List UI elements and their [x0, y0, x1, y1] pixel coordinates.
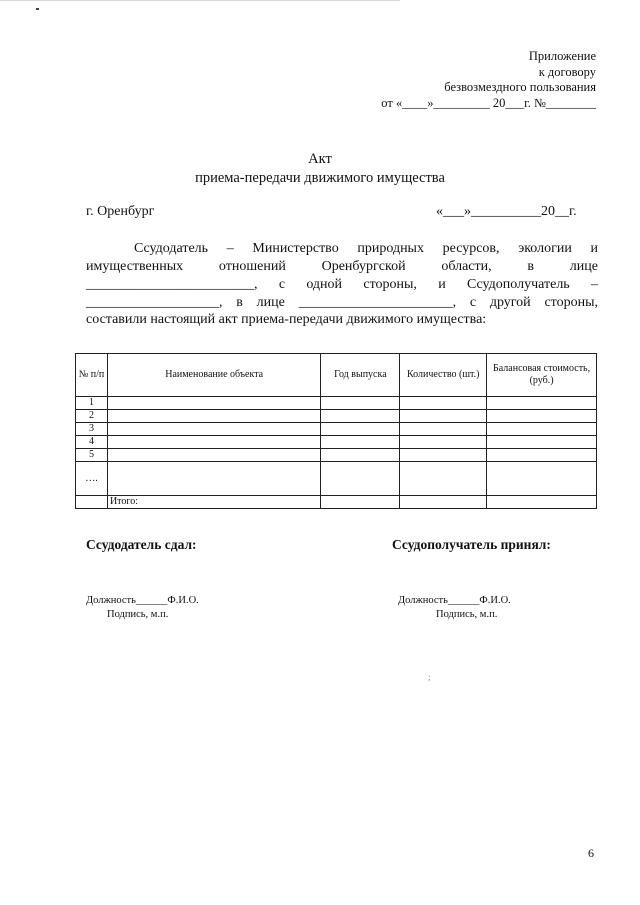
table-row [76, 436, 597, 449]
col-header-quantity: Количество (шт.) [400, 354, 487, 397]
act-date-field: «___»__________20__г. [436, 204, 577, 219]
table-row [76, 410, 597, 423]
body-line: имущественных отношений Оренбургской области, в лице [86, 259, 598, 274]
borrower-signature-line: Подпись, м.п. [436, 609, 498, 620]
scan-mark [36, 8, 39, 10]
row-number: 5 [76, 449, 108, 462]
document-title: Акт [308, 151, 332, 167]
appendix-line: безвозмездного пользования [444, 80, 596, 94]
document-subtitle: приема-передачи движимого имущества [195, 170, 445, 186]
appendix-line: Приложение [528, 49, 596, 63]
appendix-block [381, 49, 596, 111]
col-header-name: Наименование объекта [107, 354, 320, 397]
lender-signature-line: Подпись, м.п. [107, 609, 169, 620]
col-header-year: Год выпуска [321, 354, 400, 397]
row-number: 1 [76, 397, 108, 410]
row-number: 4 [76, 436, 108, 449]
lender-position-line: Должность______Ф.И.О. [86, 595, 199, 606]
stray-mark: ; [428, 672, 431, 682]
table-total-row [76, 496, 597, 509]
borrower-heading: Ссудополучатель принял: [392, 537, 551, 552]
body-line: составили настоящий акт приема-передачи движимого имущества: [86, 312, 487, 327]
table-row [76, 423, 597, 436]
col-header-number: № п/п [76, 354, 108, 397]
table-row [76, 462, 597, 496]
lender-heading: Ссудодатель сдал: [86, 537, 197, 552]
body-line: ___________________, в лице ______________________, с другой стороны, [86, 295, 598, 310]
appendix-line: к договору [538, 64, 596, 79]
table-row [76, 397, 597, 410]
property-table [75, 353, 597, 509]
table-row [76, 449, 597, 462]
body-line: Ссудодатель – Министерство природных ресурсов, экологии и [134, 241, 598, 256]
borrower-position-line: Должность______Ф.И.О. [398, 595, 511, 606]
appendix-contract-ref: от «____»_________ 20___г. №________ [381, 95, 596, 110]
place-of-signing: г. Оренбург [86, 204, 155, 219]
row-number: 2 [76, 410, 108, 423]
page-number: 6 [588, 846, 594, 860]
total-label: Итого: [107, 496, 320, 509]
col-header-value: Балансовая стоимость, (руб.) [487, 354, 597, 397]
row-number: …. [76, 462, 108, 496]
table-header-row [76, 354, 597, 397]
body-line: ________________________, с одной стороны, и Ссудополучатель – [86, 277, 598, 292]
row-number: 3 [76, 423, 108, 436]
scan-top-edge [0, 0, 400, 1]
